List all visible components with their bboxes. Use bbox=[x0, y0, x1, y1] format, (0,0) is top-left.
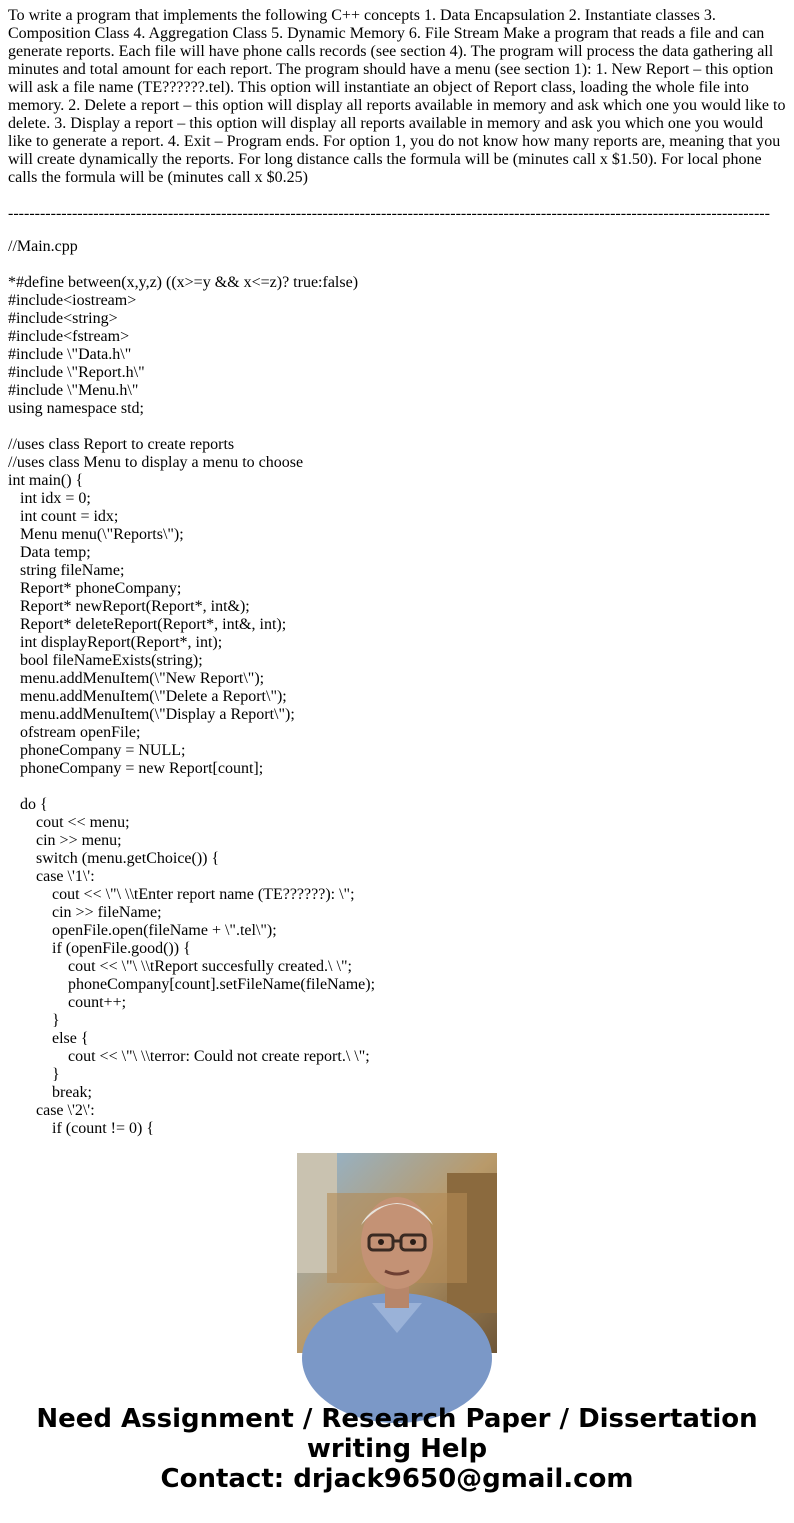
banner-contact-line: Contact: drjack9650@gmail.com bbox=[160, 1464, 634, 1494]
code-text: //Main.cpp *#define between(x,y,z) ((x>=y && x<=z)? true:false) #include<iostream> #include<string> #include<fstream> #include \"Data.h\" #include \"Report.h\" #include \"Menu.h\" using namespace std; //uses class Report to create reports //uses class Menu to display a menu to choose int main() { int idx = 0; int count = idx; Menu menu(\"Reports\"); Data temp; string fileName; Report* phoneCompany; Report* newReport(Report*, int&); Report* deleteReport(Report*, int&, int); int displayReport(Report*, int); bool fileNameExists(string); menu.addMenuItem(\"New Report\"); menu.addMenuItem(\"Delete a Report\"); menu.addMenuItem(\"Display a Report\"); ofstream openFile; phoneCompany = NULL; phoneCompany = new Report[count]; do { cout << menu; cin >> menu; switch (menu.getChoice()) { case \'1\': cout << \"\ \\tEnter report name (TE??????): \"; cin >> fileName; openFile.open(fileName + \".tel\"); if (openFile.good()) { cout << \"\ \\tReport succesfully created.\ \"; phoneCompany[count].setFileName(fileName); count++; } else { cout << \"\ \\terror: Could not create report.\ \"; } break; case \'2\': if (count != 0) { bbox=[8, 238, 376, 1137]
banner-line-1: Need Assignment / Research Paper / Dissertation bbox=[36, 1404, 758, 1434]
separator-line: ----------------------------------------------------------------------------------------------------------------------------------------------- bbox=[8, 205, 770, 222]
banner-line-2: writing Help bbox=[306, 1434, 488, 1464]
code-block bbox=[8, 238, 788, 1137]
assignment-description: To write a program that implements the following C++ concepts 1. Data Encapsulation 2. Instantiate classes 3. Composition Class 4. Aggregation Class 5. Dynamic Memory 6. File Stream Make a program that reads a file and can generate reports. Each file will have phone calls records (see section 4). The program will process the data gathering all minutes and total amount for each report. The program should have a menu (see section 1): 1. New Report – this option will ask a file name (TE??????.tel). This option will instantiate an object of Report class, loading the whole file into memory. 2. Delete a report – this option will display all reports available in memory and ask which one you would like to delete. 3. Display a report – this option will display all reports available in memory and ask you which one you would like to generate a report. 4. Exit – Program ends. For option 1, you do not know how many reports are, meaning that you will create dynamically the reports. For long distance calls the formula will be (minutes call x $1.50). For local phone calls the formula will be (minutes call x $0.25) bbox=[8, 7, 786, 186]
author-photo bbox=[297, 1153, 497, 1353]
contact-banner bbox=[0, 1404, 794, 1494]
